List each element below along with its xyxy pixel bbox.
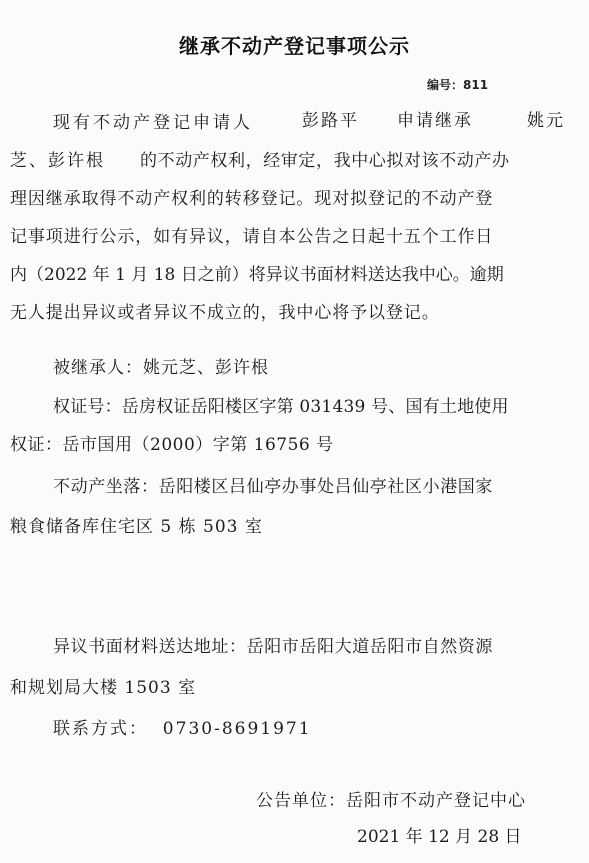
body-line-3: 理因继承取得不动产权利的转移登记。现对拟登记的不动产登 bbox=[10, 189, 494, 209]
page-title: 继承不动产登记事项公示 bbox=[179, 34, 410, 58]
deceased-names: 芝、彭许根 bbox=[10, 151, 105, 171]
body-text: 申请继承 bbox=[397, 111, 473, 131]
address-line-1: 异议书面材料送达地址：岳阳市岳阳大道岳阳市自然资源 bbox=[53, 637, 493, 657]
body-line-4: 记事项进行公示，如有异议，请自本公告之日起十五个工作日 bbox=[10, 227, 494, 247]
body-line-6: 无人提出异议或者异议不成立的，我中心将予以登记。 bbox=[10, 303, 440, 323]
location-line-1: 不动产坐落：岳阳楼区吕仙亭办事处吕仙亭社区小港国家 bbox=[53, 477, 493, 497]
body-line-5: 内（2022 年 1 月 18 日之前）将异议书面材料送达我中心。逾期 bbox=[10, 265, 504, 285]
body-text: 现有不动产登记申请人 bbox=[53, 113, 253, 133]
heirs-line: 被继承人：姚元芝、彭许根 bbox=[53, 358, 269, 378]
certificate-line-1: 权证号：岳房权证岳阳楼区字第 031439 号、国有土地使用 bbox=[53, 397, 509, 417]
body-line-1 bbox=[53, 112, 253, 134]
body-text: 的不动产权利，经审定，我中心拟对该不动产办 bbox=[140, 151, 510, 171]
certificate-line-2: 权证：岳市国用（2000）字第 16756 号 bbox=[10, 435, 334, 455]
document-number: 编号：811 bbox=[427, 78, 489, 92]
contact-line: 联系方式： 0730-8691971 bbox=[53, 719, 312, 739]
notice-date: 2021 年 12 月 28 日 bbox=[357, 827, 522, 847]
location-line-2: 粮食储备库住宅区 5 栋 503 室 bbox=[10, 517, 263, 537]
issuer-line: 公告单位：岳阳市不动产登记中心 bbox=[256, 791, 526, 811]
address-line-2: 和规划局大楼 1503 室 bbox=[10, 678, 197, 698]
applicant-name: 彭路平 bbox=[302, 111, 359, 131]
deceased-name-part: 姚元 bbox=[527, 111, 565, 131]
